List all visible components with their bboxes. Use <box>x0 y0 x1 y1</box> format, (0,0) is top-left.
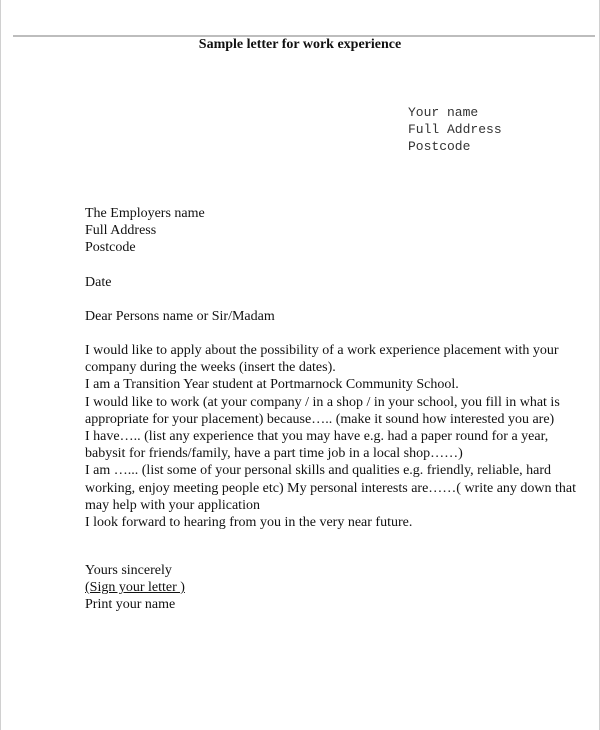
body-line: I would like to work (at your company / in a shop / in your school, you fill in what is <box>85 394 560 410</box>
body-line: I am a Transition Year student at Portmarnock Community School. <box>85 377 459 393</box>
salutation: Dear Persons name or Sir/Madam <box>85 309 275 324</box>
body-line: babysit for friends/family, have a part time job in a local shop……) <box>85 446 463 462</box>
sender-postcode: Postcode <box>408 139 471 154</box>
body-line: appropriate for your placement) because….. (make it sound how interested you are) <box>85 411 555 427</box>
body-line: I have….. (list any experience that you may have e.g. had a paper round for a year, <box>85 429 549 445</box>
print-name: Print your name <box>85 597 176 613</box>
sign-off: Yours sincerely <box>85 563 172 578</box>
body-line: I look forward to hearing from you in the very near future. <box>85 515 413 531</box>
body-line: may help with your application <box>85 497 260 513</box>
sender-address-line: Full Address <box>408 122 502 137</box>
signature-placeholder: (Sign your letter ) <box>85 580 185 596</box>
date: Date <box>85 275 112 290</box>
sender-name: Your name <box>408 105 479 120</box>
letter-body <box>85 342 576 531</box>
document-title: Sample letter for work experience <box>198 37 402 52</box>
body-line: I am …... (list some of your personal skills and qualities e.g. friendly, reliable, hard <box>85 463 552 479</box>
recipient-postcode: Postcode <box>85 240 136 256</box>
body-line: working, enjoy meeting people etc) My personal interests are……( write any down that <box>85 480 577 496</box>
closing <box>85 562 185 614</box>
recipient-address <box>85 205 205 257</box>
recipient-name: The Employers name <box>85 206 205 221</box>
sender-address <box>408 104 502 155</box>
recipient-address-line: Full Address <box>85 223 157 239</box>
body-line: I would like to apply about the possibility of a work experience placement with your <box>85 343 559 358</box>
body-line: company during the weeks (insert the dates). <box>85 360 336 376</box>
